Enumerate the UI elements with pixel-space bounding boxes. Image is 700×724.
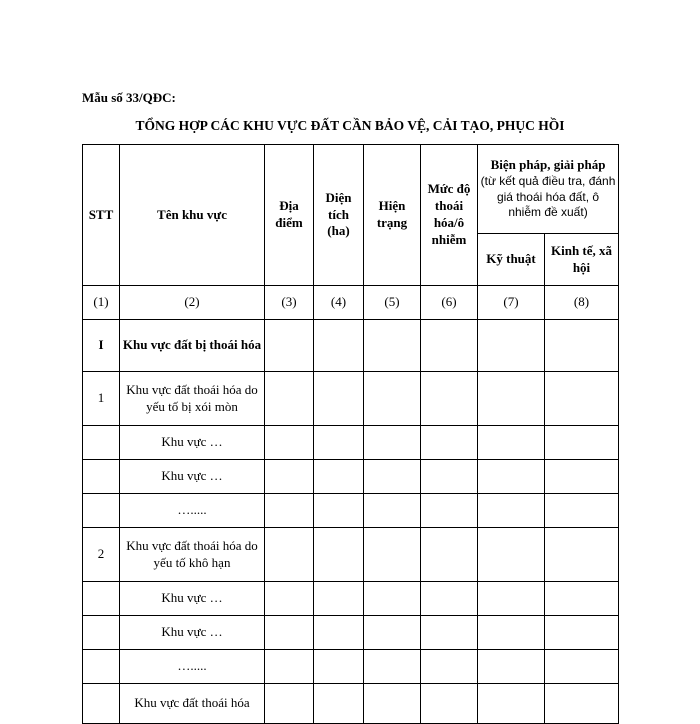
- table-row: [83, 684, 619, 724]
- header-technical: Kỹ thuật: [478, 234, 545, 286]
- cell-socioeconomic: [545, 684, 619, 724]
- row-area-name: Khu vực …: [120, 582, 265, 616]
- cell-technical: [478, 494, 545, 528]
- column-number: (1): [83, 286, 120, 320]
- table-row: [83, 460, 619, 494]
- cell-area-size: [314, 372, 364, 426]
- column-number: (8): [545, 286, 619, 320]
- cell-area-size: [314, 426, 364, 460]
- cell-technical: [478, 684, 545, 724]
- row-area-name: Khu vực đất thoái hóa do yếu tố bị xói mòn: [120, 372, 265, 426]
- column-number: (3): [265, 286, 314, 320]
- cell-socioeconomic: [545, 582, 619, 616]
- header-current-status: Hiện trạng: [364, 145, 421, 286]
- column-number-row: [83, 286, 619, 320]
- row-area-name: Khu vực đất bị thoái hóa: [120, 320, 265, 372]
- table-body: [83, 286, 619, 724]
- table-row: [83, 372, 619, 426]
- cell-location: [265, 320, 314, 372]
- row-stt: [83, 684, 120, 724]
- cell-location: [265, 494, 314, 528]
- cell-degradation-level: [421, 528, 478, 582]
- cell-technical: [478, 650, 545, 684]
- cell-socioeconomic: [545, 372, 619, 426]
- cell-technical: [478, 528, 545, 582]
- row-area-name: ….....: [120, 650, 265, 684]
- summary-table: [82, 144, 619, 724]
- column-number: (6): [421, 286, 478, 320]
- document-title: TỔNG HỢP CÁC KHU VỰC ĐẤT CẦN BẢO VỆ, CẢI TẠO, PHỤC HỒI: [135, 118, 565, 133]
- cell-current-status: [364, 582, 421, 616]
- cell-degradation-level: [421, 616, 478, 650]
- cell-current-status: [364, 320, 421, 372]
- row-area-name: ….....: [120, 494, 265, 528]
- cell-degradation-level: [421, 494, 478, 528]
- cell-area-size: [314, 684, 364, 724]
- header-area-size: Diện tích (ha): [314, 145, 364, 286]
- cell-degradation-level: [421, 372, 478, 426]
- cell-area-size: [314, 320, 364, 372]
- row-stt: [83, 460, 120, 494]
- row-stt: 2: [83, 528, 120, 582]
- cell-degradation-level: [421, 460, 478, 494]
- table-row: [83, 320, 619, 372]
- row-area-name: Khu vực đất thoái hóa do yếu tố khô hạn: [120, 528, 265, 582]
- column-number: (4): [314, 286, 364, 320]
- cell-current-status: [364, 494, 421, 528]
- row-stt: [83, 616, 120, 650]
- row-stt: I: [83, 320, 120, 372]
- cell-socioeconomic: [545, 320, 619, 372]
- column-number: (7): [478, 286, 545, 320]
- table-row: [83, 494, 619, 528]
- cell-technical: [478, 426, 545, 460]
- cell-location: [265, 528, 314, 582]
- cell-degradation-level: [421, 426, 478, 460]
- row-area-name: Khu vực …: [120, 426, 265, 460]
- cell-degradation-level: [421, 320, 478, 372]
- header-stt: STT: [83, 145, 120, 286]
- cell-degradation-level: [421, 684, 478, 724]
- row-stt: [83, 582, 120, 616]
- cell-area-size: [314, 582, 364, 616]
- header-solutions-title: Biện pháp, giải pháp: [490, 157, 606, 173]
- row-stt: [83, 494, 120, 528]
- row-stt: [83, 650, 120, 684]
- cell-location: [265, 426, 314, 460]
- cell-area-size: [314, 650, 364, 684]
- cell-socioeconomic: [545, 494, 619, 528]
- cell-location: [265, 582, 314, 616]
- column-number: (2): [120, 286, 265, 320]
- cell-technical: [478, 320, 545, 372]
- cell-technical: [478, 460, 545, 494]
- table-row: [83, 582, 619, 616]
- cell-technical: [478, 372, 545, 426]
- cell-area-size: [314, 494, 364, 528]
- cell-location: [265, 684, 314, 724]
- cell-location: [265, 616, 314, 650]
- cell-socioeconomic: [545, 528, 619, 582]
- cell-area-size: [314, 460, 364, 494]
- cell-location: [265, 372, 314, 426]
- header-degradation-level: Mức độ thoái hóa/ô nhiễm: [421, 145, 478, 286]
- cell-current-status: [364, 372, 421, 426]
- cell-current-status: [364, 426, 421, 460]
- cell-technical: [478, 582, 545, 616]
- cell-socioeconomic: [545, 616, 619, 650]
- cell-location: [265, 650, 314, 684]
- header-solutions: [478, 145, 619, 234]
- row-stt: 1: [83, 372, 120, 426]
- cell-location: [265, 460, 314, 494]
- header-solutions-note: (từ kết quả điều tra, đánh giá thoái hóa đất, ô nhiễm đề xuất): [480, 174, 616, 220]
- column-number: (5): [364, 286, 421, 320]
- header-area-name: Tên khu vực: [120, 145, 265, 286]
- cell-degradation-level: [421, 650, 478, 684]
- header-location: Địa điểm: [265, 145, 314, 286]
- cell-degradation-level: [421, 582, 478, 616]
- header-socioeconomic: Kinh tế, xã hội: [545, 234, 619, 286]
- cell-current-status: [364, 650, 421, 684]
- cell-area-size: [314, 528, 364, 582]
- row-stt: [83, 426, 120, 460]
- row-area-name: Khu vực …: [120, 460, 265, 494]
- cell-socioeconomic: [545, 426, 619, 460]
- row-area-name: Khu vực đất thoái hóa: [120, 684, 265, 724]
- cell-socioeconomic: [545, 460, 619, 494]
- table-row: [83, 650, 619, 684]
- cell-socioeconomic: [545, 650, 619, 684]
- cell-current-status: [364, 460, 421, 494]
- cell-current-status: [364, 616, 421, 650]
- cell-current-status: [364, 528, 421, 582]
- table-row: [83, 528, 619, 582]
- table-row: [83, 426, 619, 460]
- row-area-name: Khu vực …: [120, 616, 265, 650]
- cell-current-status: [364, 684, 421, 724]
- table-row: [83, 616, 619, 650]
- form-code: Mẫu số 33/QĐC:: [82, 90, 176, 105]
- cell-technical: [478, 616, 545, 650]
- cell-area-size: [314, 616, 364, 650]
